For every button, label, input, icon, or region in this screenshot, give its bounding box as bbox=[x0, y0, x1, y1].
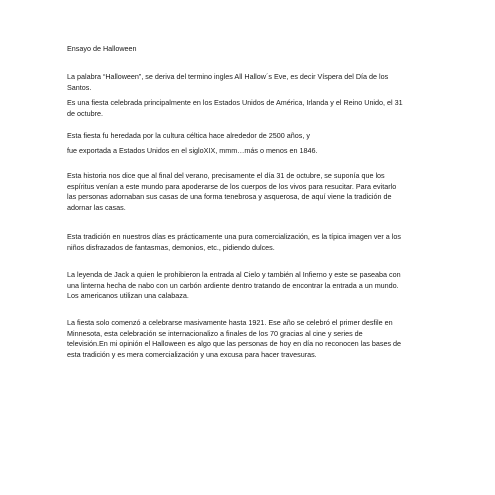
paragraph-history: Esta historia nos dice que al final del verano, precisamente el día 31 de octubre, se suponía que los espíritus venían a este mundo para apoderarse de los cuerpos de los vivos para resucitar. Para evitarlo las personas adornaban sus casas de una forma tenebrosa y asquerosa, de aquí viene la tradición de adornar las casas. bbox=[67, 171, 397, 212]
document-title: Ensayo de Halloween bbox=[67, 44, 137, 53]
paragraph-jack-legend: La leyenda de Jack a quien le prohibieron la entrada al Cielo y también al Infierno y este se paseaba con una linterna hecha de nabo con un carbón ardiente dentro tratando de encontrar la entrada a un mundo. Los americanos utilizan una calabaza. bbox=[67, 270, 401, 300]
paragraph-celebration: Es una fiesta celebrada principalmente en los Estados Unidos de América, Irlanda y el Reino Unido, el 31 de octubre. bbox=[67, 98, 403, 118]
paragraph-opinion: La fiesta solo comenzó a celebrarse masivamente hasta 1921. Ese año se celebró el primer desfile en Minnesota, esta celebración se internacionalizo a finales de los 70 gracias al cine y series de televisión.En mi opinión el Halloween es algo que las personas de hoy en día no reconocen las bases de esta tradición y es mera comercialización y una excusa para hacer travesuras. bbox=[67, 318, 402, 359]
paragraph-export: fue exportada a Estados Unidos en el sigloXIX, mmm…más o menos en 1846. bbox=[67, 146, 318, 155]
paragraph-tradition: Esta tradición en nuestros días es prácticamente una pura comercialización, es la típica imagen ver a los niños disfrazados de fantasmas, demonios, etc., pidiendo dulces. bbox=[67, 232, 401, 252]
paragraph-origin: La palabra “Halloween”, se deriva del termino ingles All Hallow´s Eve, es decir Víspera del Día de los Santos. bbox=[67, 72, 389, 92]
paragraph-celtic: Esta fiesta fu heredada por la cultura céltica hace alrededor de 2500 años, y bbox=[67, 131, 310, 140]
